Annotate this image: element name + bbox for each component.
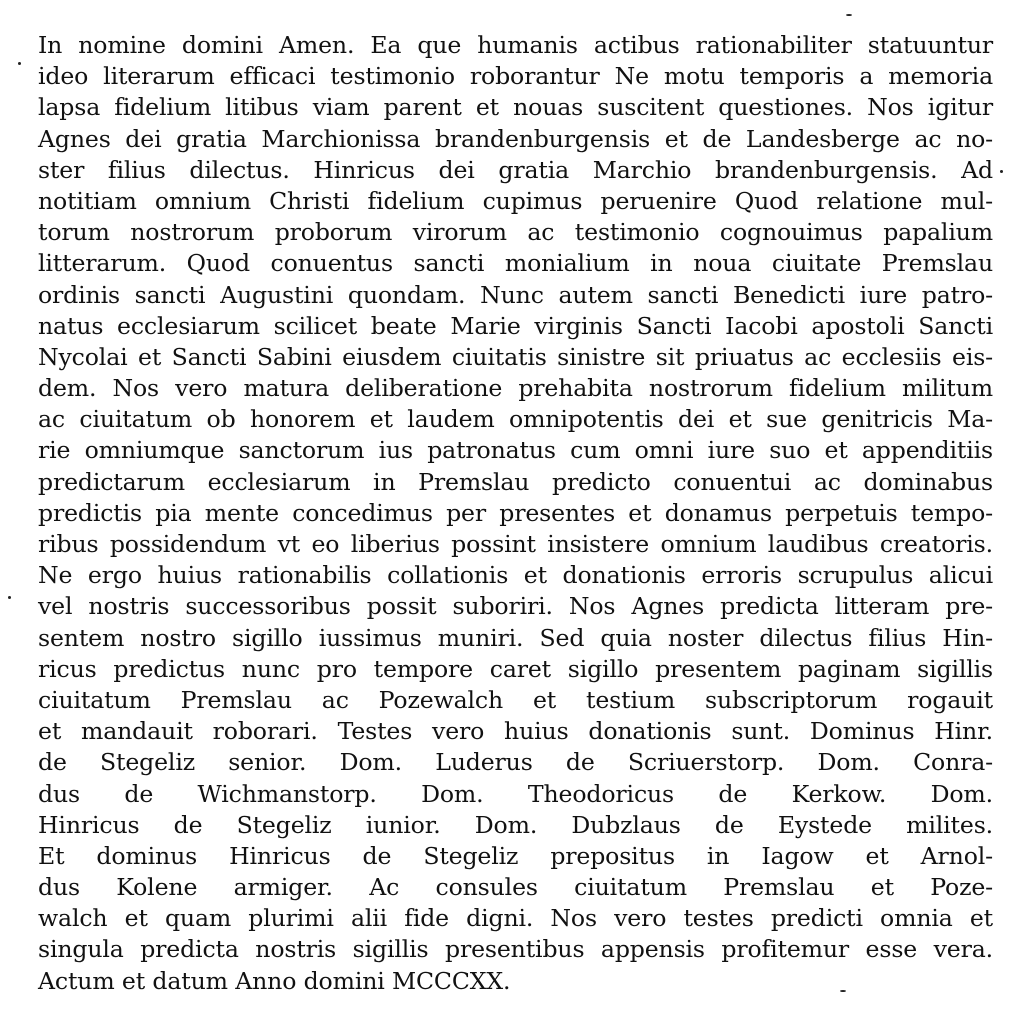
text-line-7: torum nostrorum proborum virorum ac testimonio cognouimus papalium [38, 218, 993, 247]
scan-speck [8, 596, 11, 599]
text-line-2: ideo literarum efficaci testimonio roborantur Ne motu temporis a memoria [38, 62, 993, 91]
text-line-10: natus ecclesiarum scilicet beate Marie virginis Sancti Iacobi apostoli Sancti [38, 311, 993, 340]
text-line-12: dem. Nos vero matura deliberatione prehabita nostrorum fidelium militum [38, 374, 993, 403]
text-line-24: de Stegeliz senior. Dom. Luderus de Scriuerstorp. Dom. Conra- [38, 748, 993, 777]
text-line-5: ster filius dilectus. Hinricus dei gratia Marchio brandenburgensis. Ad [38, 155, 993, 184]
scan-speck [840, 990, 846, 992]
text-line-18: Ne ergo huius rationabilis collationis et donationis erroris scrupulus alicui [38, 561, 993, 590]
text-line-1: In nomine domini Amen. Ea que humanis actibus rationabiliter statuuntur [38, 31, 993, 59]
text-line-17: ribus possidendum vt eo liberius possint insistere omnium laudibus creatoris. [38, 530, 993, 558]
scan-speck [1000, 170, 1003, 173]
text-line-25: dus de Wichmanstorp. Dom. Theodoricus de Kerkow. Dom. [38, 779, 993, 808]
text-line-31: Actum et datum Anno domini MCCCXX. [38, 966, 511, 995]
text-line-11: Nycolai et Sancti Sabini eiusdem ciuitatis sinistre sit priuatus ac ecclesiis eis- [38, 342, 993, 371]
text-line-28: dus Kolene armiger. Ac consules ciuitatum Premslau et Poze- [38, 873, 993, 902]
text-line-23: et mandauit roborari. Testes vero huius donationis sunt. Dominus Hinr. [38, 717, 993, 746]
text-line-27: Et dominus Hinricus de Stegeliz prepositus in Iagow et Arnol- [38, 841, 993, 870]
text-line-19: vel nostris successoribus possit suboriri. Nos Agnes predicta litteram pre- [38, 592, 993, 621]
scan-speck [846, 14, 852, 16]
text-line-3: lapsa fidelium litibus viam parent et nouas suscitent questiones. Nos igitur [38, 93, 993, 122]
text-line-6: notitiam omnium Christi fidelium cupimus peruenire Quod relatione mul- [38, 186, 993, 215]
text-line-20: sentem nostro sigillo iussimus muniri. Sed quia noster dilectus filius Hin- [38, 623, 993, 652]
text-line-9: ordinis sancti Augustini quondam. Nunc autem sancti Benedicti iure patro- [38, 280, 993, 309]
text-line-15: predictarum ecclesiarum in Premslau predicto conuentui ac dominabus [38, 467, 993, 496]
charter-text [38, 30, 993, 997]
text-line-29: walch et quam plurimi alii fide digni. Nos vero testes predicti omnia et [38, 904, 993, 933]
text-line-14: rie omniumque sanctorum ius patronatus cum omni iure suo et appenditiis [38, 436, 993, 465]
text-line-4: Agnes dei gratia Marchionissa brandenburgensis et de Landesberge ac no- [38, 124, 993, 153]
text-line-22: ciuitatum Premslau ac Pozewalch et testium subscriptorum rogauit [38, 685, 993, 714]
scan-speck [18, 62, 21, 65]
text-line-16: predictis pia mente concedimus per presentes et donamus perpetuis tempo- [38, 498, 993, 527]
text-line-30: singula predicta nostris sigillis presentibus appensis profitemur esse vera. [38, 935, 993, 964]
text-line-13: ac ciuitatum ob honorem et laudem omnipotentis dei et sue genitricis Ma- [38, 405, 993, 434]
text-line-21: ricus predictus nunc pro tempore caret sigillo presentem paginam sigillis [38, 654, 993, 683]
text-line-8: litterarum. Quod conuentus sancti monialium in noua ciuitate Premslau [38, 249, 993, 278]
text-line-26: Hinricus de Stegeliz iunior. Dom. Dubzlaus de Eystede milites. [38, 810, 993, 839]
